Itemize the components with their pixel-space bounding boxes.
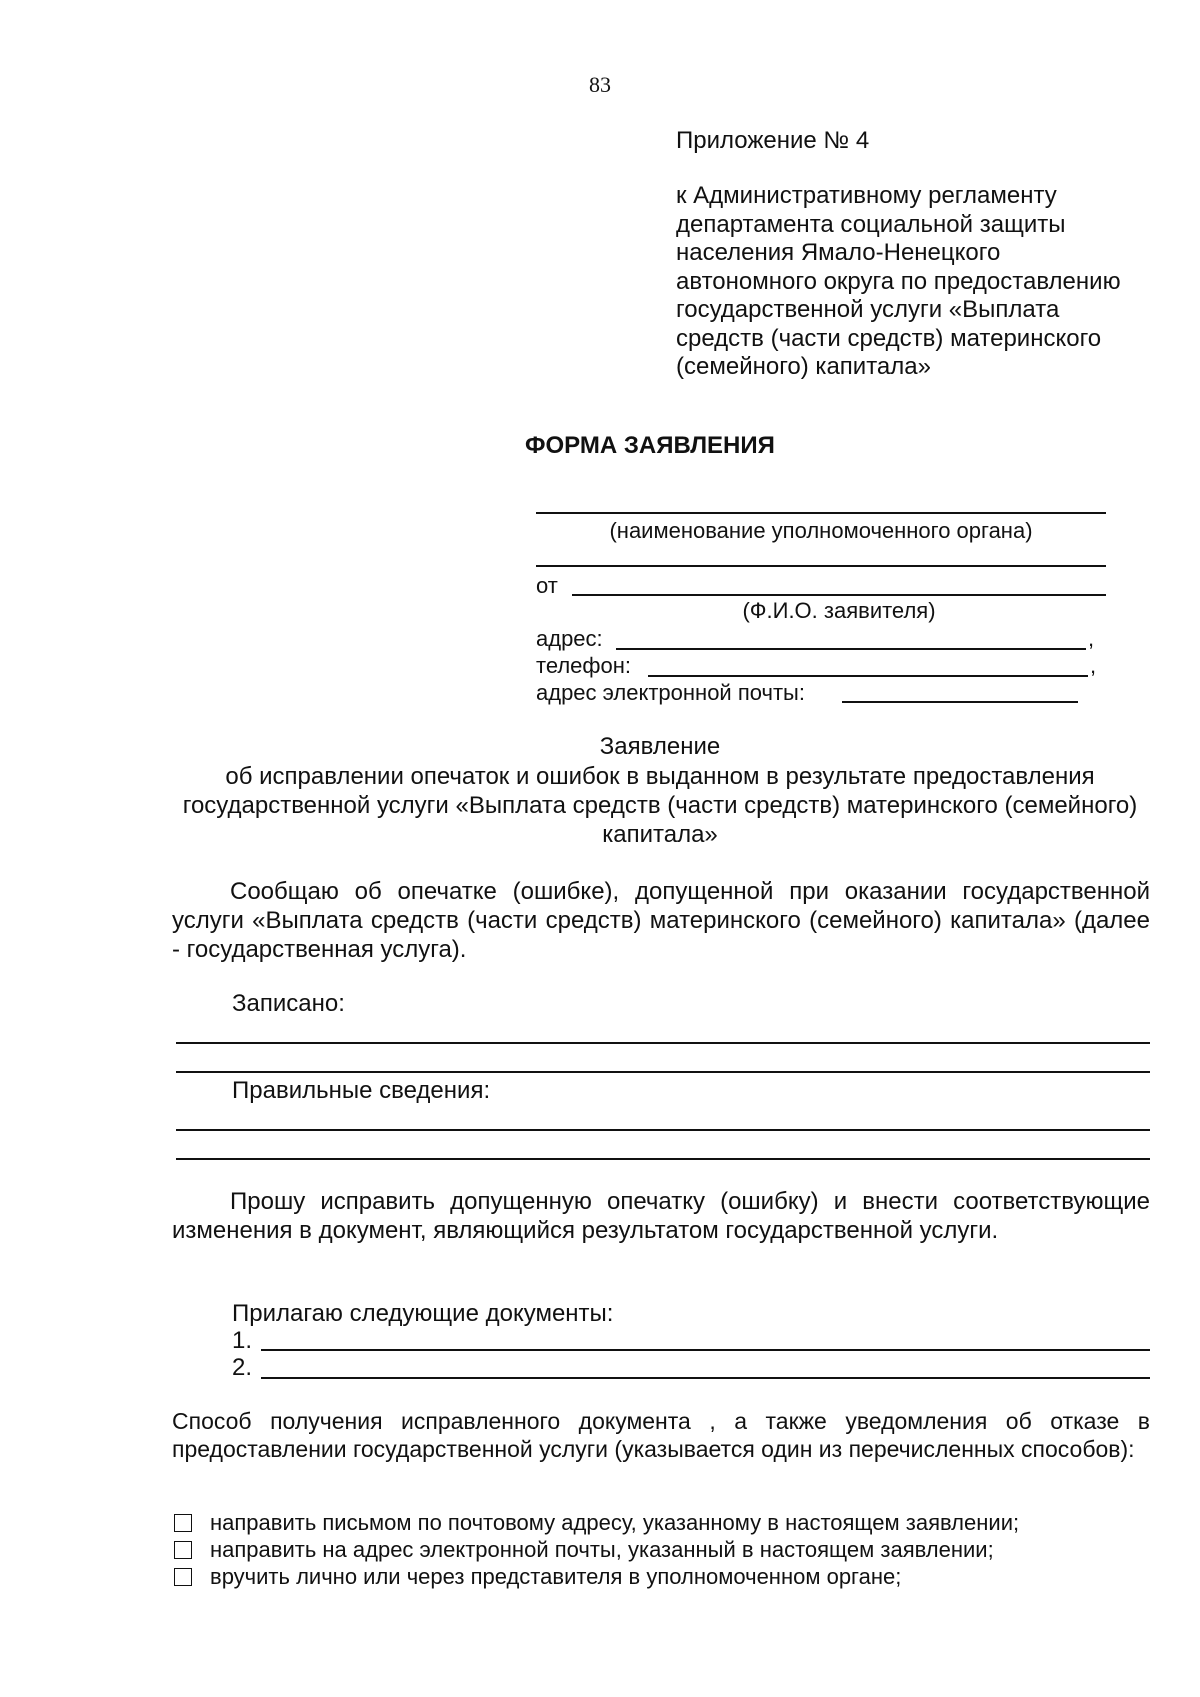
correct-line-2[interactable] xyxy=(176,1158,1150,1160)
appendix-title: Приложение № 4 xyxy=(676,127,870,154)
attach-line-1[interactable] xyxy=(261,1349,1150,1351)
written-line-1[interactable] xyxy=(176,1042,1150,1044)
request-paragraph: Прошу исправить допущенную опечатку (ошибку) и внести соответствующие изменения в документ, являющийся результатом государственной услуги. xyxy=(172,1188,1150,1244)
option-label-personal: вручить лично или через представителя в уполномоченном органе; xyxy=(210,1564,902,1589)
method-paragraph: Способ получения исправленного документа , а также уведомления об отказе в предоставлении государственной услуги (указывается один из перечисленных способов): xyxy=(172,1408,1150,1462)
appendix-text: к Административному регламенту департамента социальной защиты населения Ямало-Ненецкого автономного округа по предоставлению государственной услуги «Выплата средств (части средств) материнского (семейного) капитала» xyxy=(676,182,1121,380)
attach-line-2[interactable] xyxy=(261,1377,1150,1379)
from-label: от xyxy=(536,573,558,598)
authority-caption: (наименование уполномоченного органа) xyxy=(609,518,1033,543)
option-label-email: направить на адрес электронной почты, указанный в настоящем заявлении; xyxy=(210,1537,994,1562)
email-label: адрес электронной почты: xyxy=(536,680,805,705)
authority-line[interactable] xyxy=(536,512,1106,514)
statement-heading: Заявление xyxy=(599,733,721,760)
option-row-mail[interactable] xyxy=(174,1510,1019,1536)
written-label: Записано: xyxy=(232,990,345,1017)
report-paragraph: Сообщаю об опечатке (ошибке), допущенной при оказании государственной услуги «Выплата средств (части средств) материнского (семейного) капитала» (далее - государственная услуга). xyxy=(172,878,1150,963)
form-title: ФОРМА ЗАЯВЛЕНИЯ xyxy=(525,432,775,459)
option-checkbox-mail[interactable] xyxy=(174,1514,192,1532)
phone-label: телефон: xyxy=(536,653,632,678)
option-row-personal[interactable] xyxy=(174,1564,901,1590)
correct-line-1[interactable] xyxy=(176,1129,1150,1131)
address-label: адрес: xyxy=(536,626,603,651)
phone-comma: , xyxy=(1090,653,1097,678)
email-line[interactable] xyxy=(842,701,1078,703)
statement-subheading: об исправлении опечаток и ошибок в выданном в результате предоставления государственной услуги «Выплата средств (части средств) материнского (семейного) капитала» xyxy=(182,763,1138,848)
page-number: 83 xyxy=(589,72,611,97)
attach-item-2: 2. xyxy=(232,1354,253,1381)
written-line-2[interactable] xyxy=(176,1071,1150,1073)
fio-caption: (Ф.И.О. заявителя) xyxy=(742,598,936,623)
option-checkbox-email[interactable] xyxy=(174,1541,192,1559)
correct-label: Правильные сведения: xyxy=(232,1077,491,1104)
attach-label: Прилагаю следующие документы: xyxy=(232,1300,614,1327)
address-comma: , xyxy=(1088,626,1095,651)
from-line[interactable] xyxy=(572,594,1106,596)
phone-line[interactable] xyxy=(648,675,1088,677)
option-row-email[interactable] xyxy=(174,1537,994,1563)
option-checkbox-personal[interactable] xyxy=(174,1568,192,1586)
authority-line-2[interactable] xyxy=(536,565,1106,567)
option-label-mail: направить письмом по почтовому адресу, указанному в настоящем заявлении; xyxy=(210,1510,1020,1535)
address-line[interactable] xyxy=(616,648,1086,650)
attach-item-1: 1. xyxy=(232,1327,253,1354)
